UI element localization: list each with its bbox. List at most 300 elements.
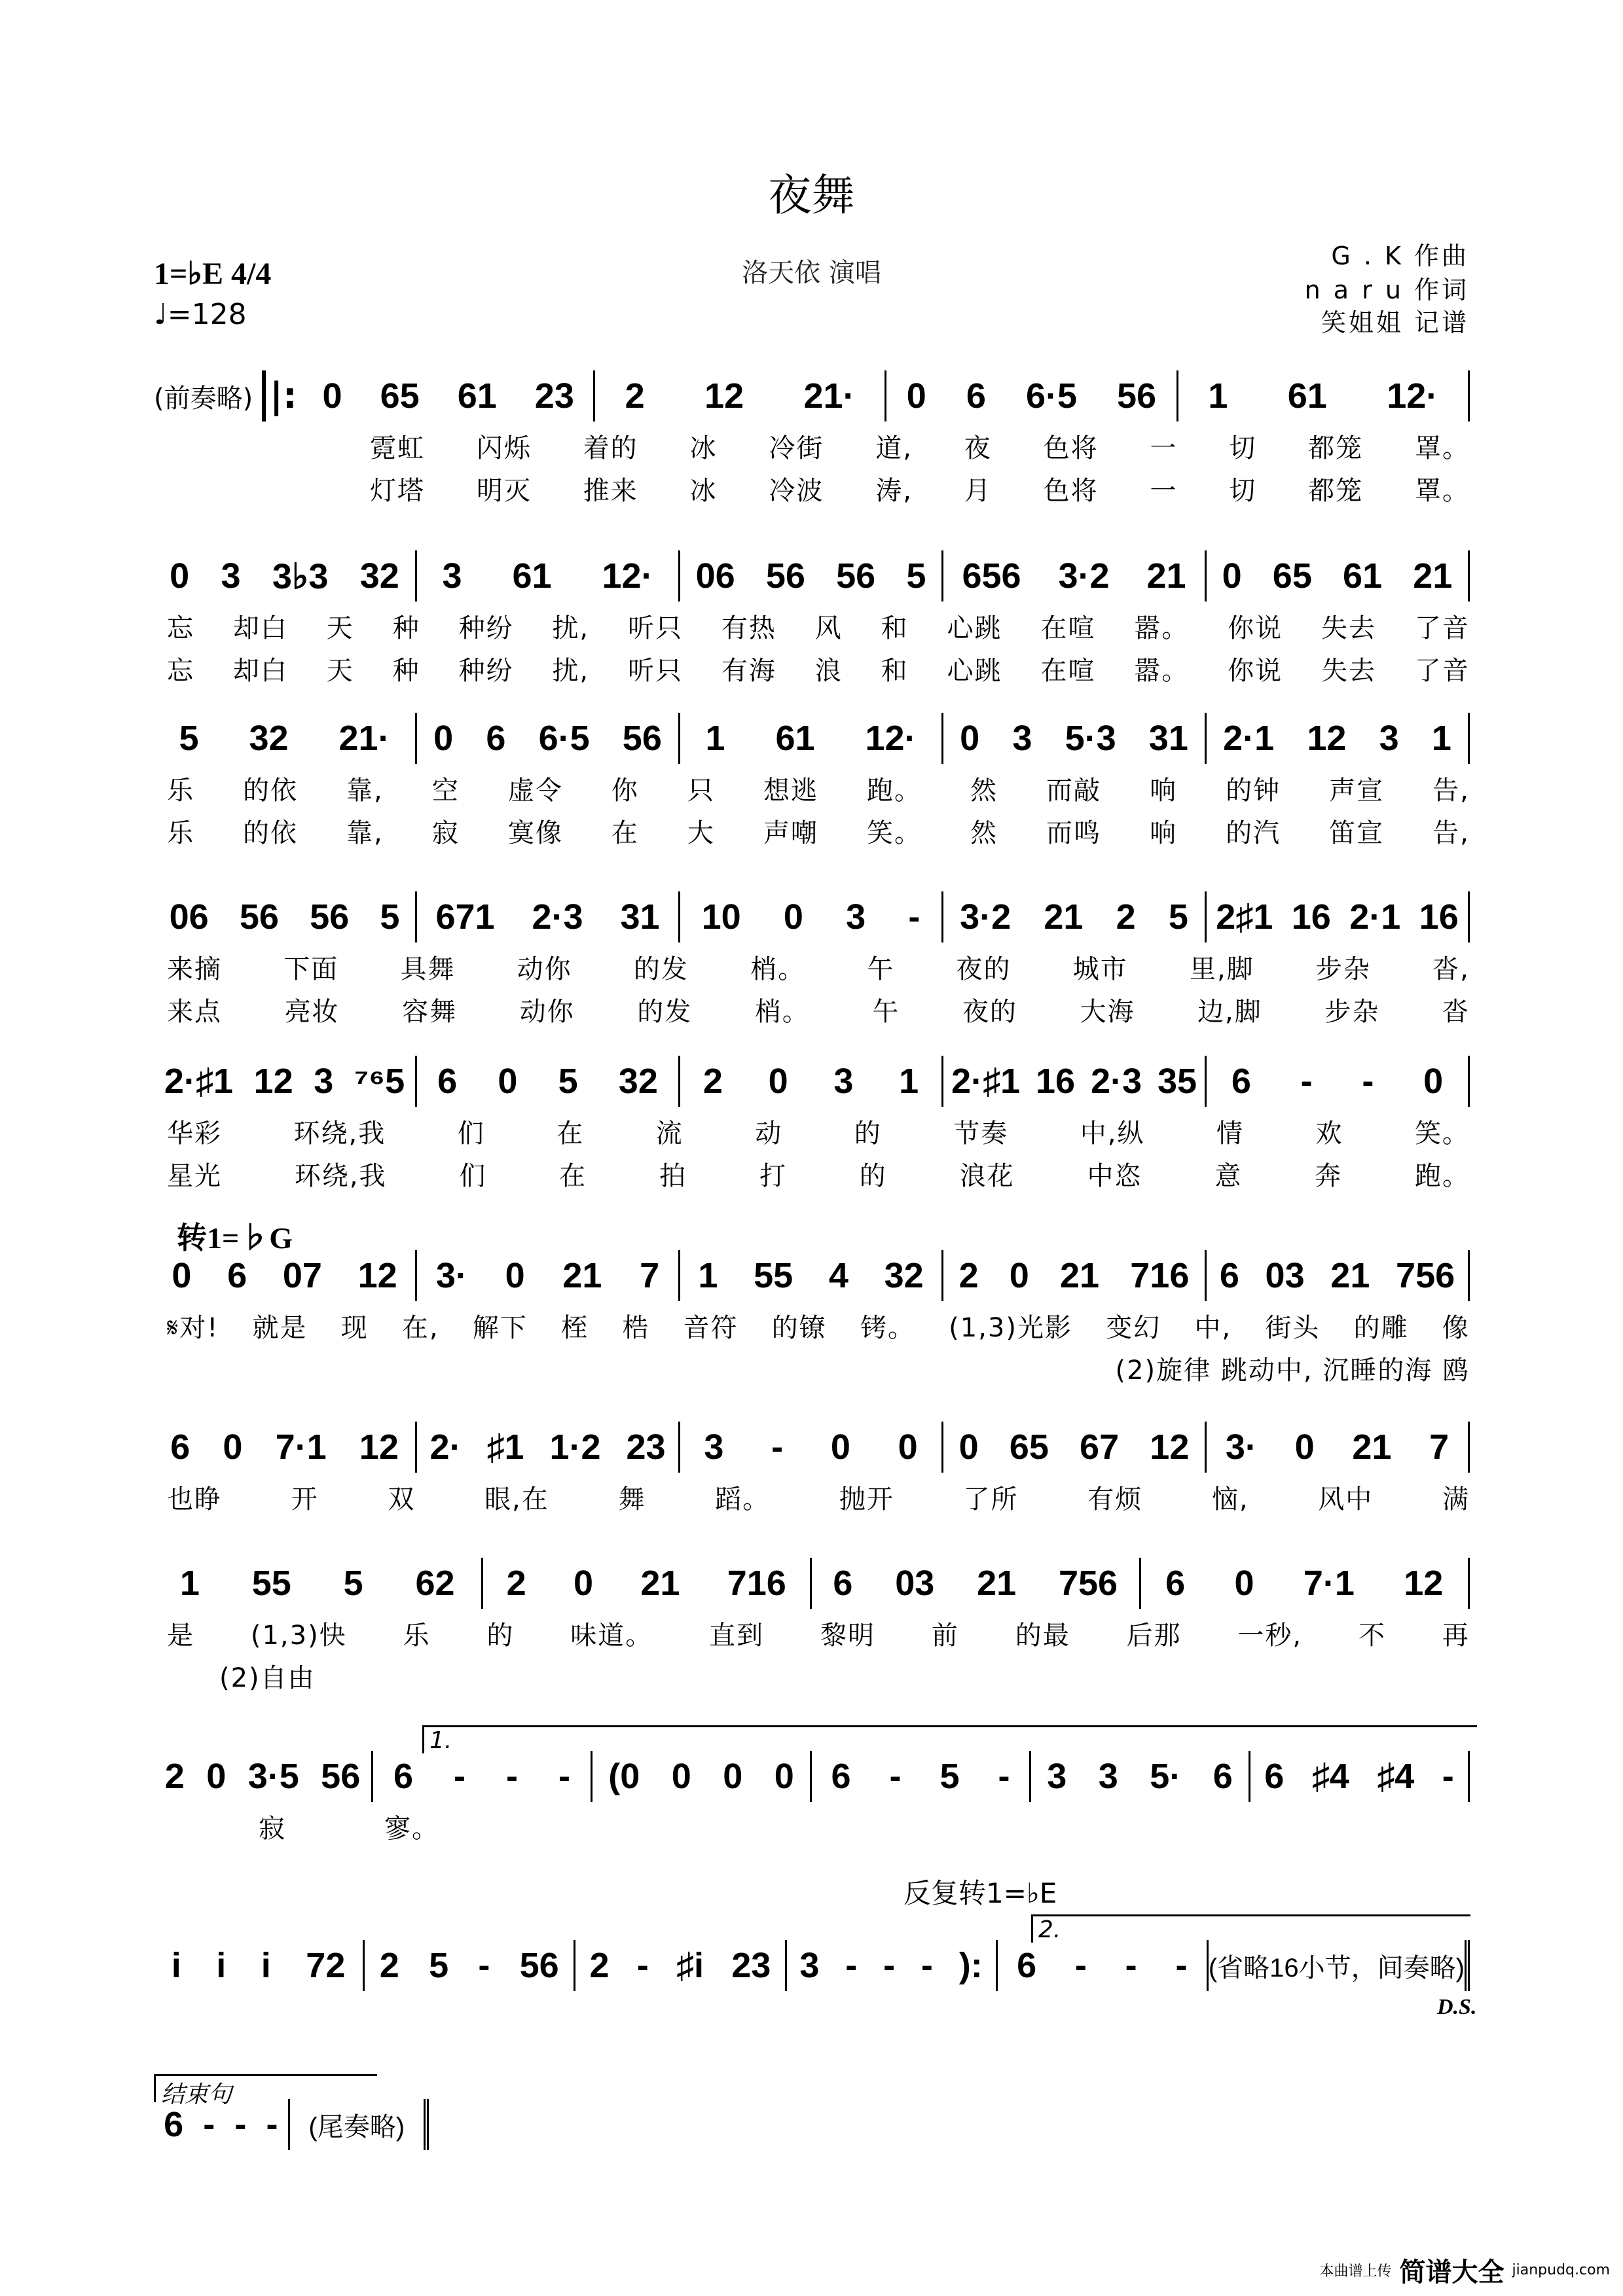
note-group: 656 [962, 556, 1021, 596]
note-group: 5·3 [1065, 719, 1116, 758]
footer [1320, 2251, 1610, 2289]
note-group: 3 [1012, 719, 1032, 758]
note-group: ♯i [676, 1946, 704, 1985]
lyric-word: 环绕,我 [293, 1119, 386, 1149]
measure [812, 1558, 1141, 1609]
measure [1207, 1422, 1470, 1473]
note-group: 6 [486, 719, 506, 758]
system [154, 1557, 1470, 1695]
lyric-word: 闪烁 [476, 433, 532, 463]
lyric-word: 天 [326, 656, 354, 686]
lyric-word: 容舞 [402, 997, 458, 1027]
lyric-word: 动你 [517, 954, 572, 984]
measure [680, 1250, 943, 1301]
lyric-word: 的镣 [771, 1313, 827, 1343]
measure [365, 1940, 575, 1991]
lyric-word: 满 [1442, 1484, 1470, 1515]
lyric-word: 却白 [232, 613, 288, 643]
note-group: 0 [498, 1062, 518, 1101]
note-group: 72 [306, 1946, 346, 1985]
note-group: 0 [573, 1564, 594, 1603]
lyric-word: 和 [881, 613, 909, 643]
note-group: 0 [671, 1757, 691, 1796]
lyric-word: 的最 [1015, 1621, 1070, 1651]
lyric-word: 拍 [659, 1161, 687, 1191]
note-group: 06 [695, 556, 735, 596]
measure [417, 891, 680, 942]
lyric-word: 浪花 [959, 1161, 1015, 1191]
lyric-word: 有热 [721, 613, 776, 643]
lyric-word: 是 [167, 1621, 194, 1651]
note-group: 5 [380, 897, 400, 937]
note-group: 5 [1168, 897, 1188, 937]
note-group: 1 [179, 1564, 200, 1603]
note-group: 56 [239, 897, 279, 937]
system [154, 1916, 1470, 1992]
lyric-word: 意 [1214, 1161, 1243, 1191]
note-group: 7·1 [1303, 1564, 1355, 1603]
lyric-word: 忘 [167, 613, 194, 643]
lyric-line [154, 1307, 1470, 1344]
note-group: 3 [442, 556, 462, 596]
lyric-word: 夜 [964, 433, 992, 463]
measure [998, 1940, 1209, 1991]
lyric-word: 涛, [875, 476, 913, 506]
lyric-word: 星光 [167, 1161, 222, 1191]
note-group: - [203, 2105, 215, 2144]
lyric-word: 在 [556, 1119, 585, 1149]
lyric-word: 灯塔 [370, 476, 425, 506]
lyric-word: 夜的 [956, 954, 1012, 984]
measure [1207, 713, 1470, 764]
lyric-word: 大海 [1080, 997, 1135, 1027]
note-group: - [506, 1757, 519, 1796]
note-group: 3 [1047, 1757, 1067, 1796]
note-group: 32 [884, 1256, 924, 1295]
staff-line [154, 1750, 1470, 1803]
lyric-line [154, 650, 1470, 687]
measure [417, 713, 680, 764]
lyric-line [154, 1808, 1470, 1845]
lyric-word: 的 [486, 1621, 515, 1651]
note-group: 0 [1222, 556, 1242, 596]
note-group: - [889, 1757, 902, 1796]
note-group: 56 [836, 556, 876, 596]
note-group: 0 [1294, 1427, 1315, 1467]
measure [373, 1751, 593, 1802]
lyric-word: 寂 [259, 1814, 286, 1844]
note-group: 55 [754, 1256, 793, 1295]
note-group: 0 [768, 1062, 788, 1101]
lyric-word: 心跳 [947, 613, 1002, 643]
measure [417, 1422, 680, 1473]
note-group: 3 [221, 556, 241, 596]
note-group: 3 [1098, 1757, 1118, 1796]
lyric-word: 了音 [1414, 656, 1470, 686]
lyric-line [154, 470, 1470, 507]
measure [154, 1056, 417, 1107]
note-group: 10 [701, 897, 741, 937]
note-group: 5 [179, 719, 199, 758]
lyric-word: 声宣 [1329, 776, 1385, 806]
system [154, 1727, 1470, 1845]
system [154, 1055, 1470, 1193]
note-group: 65 [380, 376, 420, 416]
lyric-word: 种纷 [458, 656, 514, 686]
note-group: 1 [698, 1256, 718, 1295]
lyric-word: 铐。 [860, 1313, 915, 1343]
lyric-word: 冰 [689, 476, 718, 506]
lyric-word: 而鸣 [1046, 818, 1102, 848]
lyric-word: 寂 [431, 818, 460, 848]
note-group: 3·5 [247, 1757, 299, 1796]
note-group: 0 [723, 1757, 743, 1796]
measure [154, 1558, 483, 1609]
note-group: 4 [828, 1256, 848, 1295]
measure [1209, 1940, 1470, 1991]
lyric-word: 来点 [167, 997, 222, 1027]
lyric-word: 动 [755, 1119, 783, 1149]
note-group: - [1125, 1946, 1137, 1985]
note-group: 16 [1035, 1062, 1076, 1101]
measure [1207, 1250, 1470, 1301]
lyric-word: 天 [326, 613, 354, 643]
lyric-line [154, 607, 1470, 645]
lyric-word: 寞像 [507, 818, 563, 848]
lyric-word: 风中 [1318, 1484, 1374, 1515]
measure [943, 550, 1207, 601]
lyric-word: 的依 [243, 776, 299, 806]
note-group: 1 [705, 719, 725, 758]
note-group: 2·♯1 [951, 1062, 1021, 1101]
lyric-word: 寥。 [384, 1814, 439, 1844]
lyric-word: 扰, [552, 613, 590, 643]
staff-line [154, 1421, 1470, 1473]
lyric-word: 抛开 [839, 1484, 894, 1515]
note-group: 0 [783, 897, 803, 937]
lyric-word: 你说 [1228, 613, 1283, 643]
lyric-word: 在 [559, 1161, 587, 1191]
measure [290, 2099, 429, 2150]
lyric-word: 切 [1229, 433, 1257, 463]
lyric-word: 𝄋对! [167, 1313, 219, 1343]
lyric-word: 在喧 [1040, 613, 1096, 643]
lyric-line-alt: (2)旋律 跳动中, 沉睡的海 鸥 [1115, 1355, 1470, 1386]
note-group: ♯4 [1311, 1757, 1349, 1796]
lyric-word: 欢 [1315, 1119, 1343, 1149]
note-group: 2 [379, 1946, 399, 1985]
note-group: i [261, 1946, 271, 1985]
lyric-word: 夜的 [962, 997, 1017, 1027]
note-group: 21 [1060, 1256, 1100, 1295]
measure [943, 713, 1207, 764]
note-group: 2 [625, 376, 645, 416]
note-group: - [1300, 1062, 1313, 1101]
staff-line [154, 1557, 1470, 1609]
lyric-word: 边,脚 [1197, 997, 1262, 1027]
measure [417, 1250, 680, 1301]
lyric-word: 笛宣 [1329, 818, 1385, 848]
note-group: 03 [1265, 1256, 1305, 1295]
note-group: 5 [558, 1062, 578, 1101]
measure [595, 370, 886, 422]
note-group: 2 [506, 1564, 526, 1603]
lyric-word: 前 [931, 1621, 959, 1651]
measure [575, 1940, 786, 1991]
system [154, 1249, 1470, 1387]
dal-segno: D.S. [1437, 1995, 1477, 2019]
lyric-word: 直到 [709, 1621, 765, 1651]
lyric-word: 变幻 [1106, 1313, 1161, 1343]
lyric-word: (1,3)光影 [949, 1313, 1072, 1343]
measure [680, 550, 943, 601]
lyric-word: 具舞 [400, 954, 456, 984]
lyric-word: 响 [1150, 776, 1178, 806]
lyric-word: 靠, [346, 776, 384, 806]
lyricist-credit: n a r u 作词 [1304, 276, 1469, 304]
staff-line [154, 891, 1470, 943]
note-group: 61 [457, 376, 497, 416]
note-group: 23 [534, 376, 574, 416]
note-group: 21 [1330, 1256, 1370, 1295]
note-group: i [171, 1946, 181, 1985]
time-signature: 4/4 [231, 257, 272, 291]
lyric-word: 们 [459, 1161, 487, 1191]
lyric-word: 亮妆 [284, 997, 340, 1027]
note-group: 756 [1058, 1564, 1118, 1603]
lyric-word: 你 [611, 776, 639, 806]
measure [680, 891, 943, 942]
note-group: 0 [1009, 1256, 1029, 1295]
note-group: 12 [1404, 1564, 1444, 1603]
measure [593, 1751, 812, 1802]
lyric-word: 节奏 [953, 1119, 1009, 1149]
note-group: 6 [1231, 1062, 1251, 1101]
note-group: 31 [1148, 719, 1188, 758]
lyric-word: 告, [1432, 818, 1470, 848]
note-group: 61 [1287, 376, 1327, 416]
note-group: 12 [1150, 1427, 1190, 1467]
note-group: 2·3 [532, 897, 583, 937]
lyric-word: 中恣 [1087, 1161, 1142, 1191]
repeat-start-sign: |: [262, 370, 303, 422]
lyric-word: 冷街 [769, 433, 824, 463]
lyric-word: 一 [1150, 476, 1178, 506]
measure [943, 1056, 1207, 1107]
note-group: 0 [960, 719, 980, 758]
measure [417, 550, 680, 601]
lyric-line [154, 770, 1470, 807]
staff-line [154, 370, 1470, 422]
lyric-word: 再 [1442, 1621, 1470, 1651]
lyric-word: 打 [759, 1161, 787, 1191]
system [154, 1421, 1470, 1516]
lyric-word: 了所 [963, 1484, 1019, 1515]
note-group: 16 [1291, 897, 1331, 937]
lyric-word: 冷波 [769, 476, 824, 506]
note-group: 65 [1272, 556, 1312, 596]
measure [154, 1250, 417, 1301]
note-group: 23 [731, 1946, 771, 1985]
note-group: 6 [1213, 1757, 1233, 1796]
lyric-word: 声嘲 [763, 818, 818, 848]
tempo-mark: ♩=128 [154, 298, 247, 331]
lyric-word: 只 [687, 776, 715, 806]
lyric-word: 环绕,我 [294, 1161, 387, 1191]
intro-label: (前奏略) [154, 383, 253, 414]
measure [812, 1751, 1031, 1802]
note-group: - [921, 1946, 933, 1985]
lyric-word: 梢。 [750, 954, 806, 984]
lyric-line [154, 1155, 1470, 1193]
note-group: 2·3 [1090, 1062, 1142, 1101]
lyric-word: 的发 [633, 954, 689, 984]
lyric-word: 乐 [167, 818, 194, 848]
measure [1141, 1558, 1470, 1609]
lyric-word: 霓虹 [370, 433, 425, 463]
ending-label: 结束句 [154, 2074, 377, 2102]
lyric-word: 听只 [627, 613, 683, 643]
note-group: - [908, 897, 921, 937]
lyric-word: 失去 [1321, 613, 1376, 643]
lyric-word: 罩。 [1415, 476, 1470, 506]
note-group: 0 [1234, 1564, 1254, 1603]
note-group: 2·♯1 [164, 1062, 233, 1101]
repeat-key-change: 反复转1=♭E [903, 1877, 1057, 1909]
note-group: 6·5 [538, 719, 590, 758]
note-group: 1 [1208, 376, 1228, 416]
note-group: 03 [895, 1564, 935, 1603]
staff-line [154, 1055, 1470, 1107]
lyric-word: 城市 [1072, 954, 1128, 984]
note-group: 5 [906, 556, 926, 596]
note-group: - [636, 1946, 649, 1985]
note-group: 55 [251, 1564, 291, 1603]
note-group: 2·1 [1349, 897, 1401, 937]
lyric-word: 虚令 [507, 776, 563, 806]
note-group: 1 [899, 1062, 919, 1101]
lyric-word: 有海 [721, 656, 776, 686]
note-group: 32 [618, 1062, 658, 1101]
note-group: 21 [977, 1564, 1017, 1603]
lyric-word: 双 [388, 1484, 416, 1515]
lyric-word: 音符 [683, 1313, 739, 1343]
measure [154, 1751, 373, 1802]
note-group: 3· [1225, 1427, 1257, 1467]
system [154, 2074, 429, 2151]
note-group: 1·2 [549, 1427, 601, 1467]
lyric-word: 桎 [561, 1313, 589, 1343]
lyric-word: 沓, [1432, 954, 1470, 984]
note-group: 0 [433, 719, 454, 758]
note-group: 2 [589, 1946, 610, 1985]
note-group: 6 [833, 1564, 853, 1603]
lyric-word: 在, [401, 1313, 439, 1343]
lyric-word: 中, [1194, 1313, 1232, 1343]
system [154, 712, 1470, 850]
lyric-word: 动你 [519, 997, 575, 1027]
lyric-word: 失去 [1321, 656, 1376, 686]
note-group: 61 [775, 719, 815, 758]
singer-credit: 洛天依 演唱 [742, 258, 881, 288]
lyric-word: 在喧 [1040, 656, 1096, 686]
measure [1178, 370, 1470, 422]
note-group: - [771, 1427, 784, 1467]
note-group: 2♯1 [1216, 897, 1273, 937]
lyric-word: 奔 [1315, 1161, 1343, 1191]
lyric-word: 沓 [1442, 997, 1470, 1027]
lyric-word: 眼,在 [484, 1484, 549, 1515]
lyric-word: 的汽 [1226, 818, 1281, 848]
note-group: 0 [172, 1256, 192, 1295]
note-group: 07 [282, 1256, 322, 1295]
lyric-line [154, 812, 1470, 850]
note-group: 6 [227, 1256, 247, 1295]
measure [886, 370, 1178, 422]
lyric-word: 靠, [346, 818, 384, 848]
lyric-line [154, 1615, 1470, 1652]
measure [943, 891, 1207, 942]
note-group: 21 [1044, 897, 1084, 937]
note-group: 3·2 [1058, 556, 1110, 596]
lyric-word: 一 [1150, 433, 1178, 463]
note-group: 0 [322, 376, 342, 416]
lyric-word: 扰, [552, 656, 590, 686]
note-group: 3♭3 [272, 556, 329, 596]
note-group: 2 [702, 1062, 723, 1101]
note-group: - [998, 1757, 1010, 1796]
lyric-word: 然 [970, 818, 998, 848]
lyric-line-alt: (2)自由 [219, 1663, 316, 1693]
note-group: - [1362, 1062, 1374, 1101]
note-group: 1 [1431, 719, 1451, 758]
note-group: 0 [505, 1256, 525, 1295]
lyric-word: 来摘 [167, 954, 222, 984]
note-group: 21· [803, 376, 855, 416]
measure [680, 1422, 943, 1473]
key-text: 1=♭E [154, 257, 224, 291]
note-group: 5 [429, 1946, 449, 1985]
note-group: 2 [1116, 897, 1136, 937]
lyric-word: 的发 [637, 997, 693, 1027]
note-group: 7 [1429, 1427, 1450, 1467]
measure [154, 1940, 365, 1991]
lyric-word: 开 [291, 1484, 319, 1515]
note-group: 12· [1387, 376, 1438, 416]
lyric-word: 想逃 [763, 776, 818, 806]
note-group: 23 [626, 1427, 666, 1467]
note-group: 16 [1419, 897, 1459, 937]
note-group: 21 [1352, 1427, 1392, 1467]
note-group: 12 [359, 1427, 399, 1467]
note-group: 56 [765, 556, 805, 596]
note-group: - [845, 1946, 858, 1985]
lyric-word: 现 [340, 1313, 369, 1343]
lyric-word: 黎明 [820, 1621, 875, 1651]
upload-note: 本曲谱上传 [1319, 2263, 1392, 2280]
note-group: 0 [774, 1757, 794, 1796]
lyric-word: 恼, [1211, 1484, 1249, 1515]
note-group: - [1175, 1946, 1188, 1985]
staff-line [154, 1939, 1470, 1992]
measure [1207, 1056, 1470, 1107]
note-group: 7·1 [275, 1427, 327, 1467]
note-group: ): [958, 1946, 983, 1985]
lyric-word: 道, [875, 433, 913, 463]
lyric-word: 然 [970, 776, 998, 806]
lyric-word: 乐 [167, 776, 194, 806]
lyric-word: 街头 [1265, 1313, 1321, 1343]
